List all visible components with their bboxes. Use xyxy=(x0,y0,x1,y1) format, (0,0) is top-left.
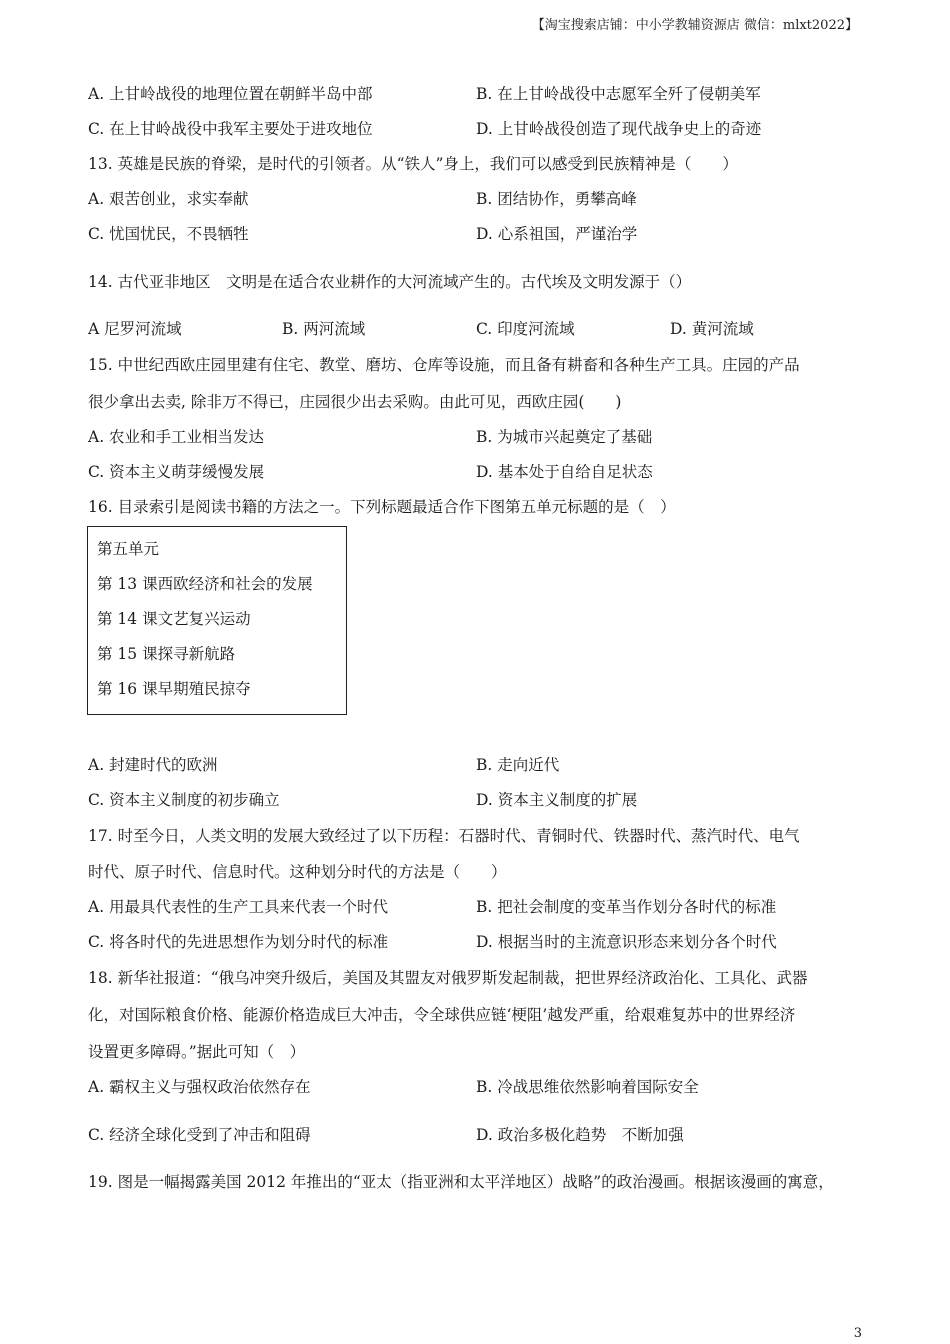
q17-stem-line-2: 时代、原子时代、信息时代。这种划分时代的方法是（ ） xyxy=(88,863,507,881)
q14-option-a: A 尼罗河流域 xyxy=(88,320,182,338)
q12-option-a: A. 上甘岭战役的地理位置在朝鲜半岛中部 xyxy=(88,85,373,103)
q13-option-b: B. 团结协作，勇攀高峰 xyxy=(476,190,637,208)
q18-stem-line-3: 设置更多障碍。”据此可知（ ） xyxy=(88,1043,306,1061)
q18-option-c: C. 经济全球化受到了冲击和阻碍 xyxy=(88,1126,311,1144)
q16-option-c: C. 资本主义制度的初步确立 xyxy=(88,791,280,809)
toc-lesson-14: 第 14 课文艺复兴运动 xyxy=(97,610,251,628)
q14-option-c: C. 印度河流域 xyxy=(476,320,575,338)
q15-option-d: D. 基本处于自给自足状态 xyxy=(476,463,653,481)
toc-unit-title: 第五单元 xyxy=(97,540,160,558)
q14-stem: 14. 古代亚非地区 文明是在适合农业耕作的大河流域产生的。古代埃及文明发源于（） xyxy=(88,273,692,291)
q12-option-b: B. 在上甘岭战役中志愿军全歼了侵朝美军 xyxy=(476,85,761,103)
q13-stem: 13. 英雄是民族的脊梁，是时代的引领者。从“铁人”身上，我们可以感受到民族精神是（ ） xyxy=(88,155,738,173)
q12-option-d: D. 上甘岭战役创造了现代战争史上的奇迹 xyxy=(476,120,762,138)
q16-option-d: D. 资本主义制度的扩展 xyxy=(476,791,638,809)
q15-stem-line-1: 15. 中世纪西欧庄园里建有住宅、教堂、磨坊、仓库等设施，而且备有耕畜和各种生产工具。庄园的产品 xyxy=(88,356,800,374)
page-number: 3 xyxy=(853,1326,862,1341)
q17-option-b: B. 把社会制度的变革当作划分各时代的标准 xyxy=(476,898,777,916)
q18-option-d: D. 政治多极化趋势 不断加强 xyxy=(476,1126,684,1144)
table-of-contents-box xyxy=(87,526,347,715)
q16-stem: 16. 目录索引是阅读书籍的方法之一。下列标题最适合作下图第五单元标题的是（ ） xyxy=(88,498,676,516)
q13-option-a: A. 艰苦创业，求实奉献 xyxy=(88,190,249,208)
toc-lesson-15: 第 15 课探寻新航路 xyxy=(97,645,236,663)
q17-option-d: D. 根据当时的主流意识形态来划分各个时代 xyxy=(476,933,777,951)
q18-stem-line-1: 18. 新华社报道：“俄乌冲突升级后，美国及其盟友对俄罗斯发起制裁，把世界经济政治化、工具化、武器 xyxy=(88,969,808,987)
q15-option-b: B. 为城市兴起奠定了基础 xyxy=(476,428,653,446)
q14-option-b: B. 两河流域 xyxy=(282,320,366,338)
q18-option-b: B. 冷战思维依然影响着国际安全 xyxy=(476,1078,699,1096)
q12-option-c: C. 在上甘岭战役中我军主要处于进攻地位 xyxy=(88,120,373,138)
q15-stem-line-2: 很少拿出去卖, 除非万不得已，庄园很少出去采购。由此可见，西欧庄园( ) xyxy=(88,393,622,411)
q19-stem: 19. 图是一幅揭露美国 2012 年推出的“亚太（指亚洲和太平洋地区）战略”的政治漫画。根据该漫画的寓意， xyxy=(88,1173,834,1191)
toc-lesson-13: 第 13 课西欧经济和社会的发展 xyxy=(97,575,313,593)
q17-option-c: C. 将各时代的先进思想作为划分时代的标准 xyxy=(88,933,389,951)
q17-option-a: A. 用最具代表性的生产工具来代表一个时代 xyxy=(88,898,389,916)
q15-option-a: A. 农业和手工业相当发达 xyxy=(88,428,265,446)
q18-stem-line-2: 化，对国际粮食价格、能源价格造成巨大冲击，令全球供应链‘梗阻’越发严重，给艰难复苏中的世界经济 xyxy=(88,1006,796,1024)
q13-option-c: C. 忧国忧民，不畏牺牲 xyxy=(88,225,249,243)
q17-stem-line-1: 17. 时至今日，人类文明的发展大致经过了以下历程：石器时代、青铜时代、铁器时代、蒸汽时代、电气 xyxy=(88,827,800,845)
q14-option-d: D. 黄河流域 xyxy=(670,320,754,338)
toc-lesson-16: 第 16 课早期殖民掠夺 xyxy=(97,680,251,698)
q16-option-a: A. 封建时代的欧洲 xyxy=(88,756,218,774)
q16-option-b: B. 走向近代 xyxy=(476,756,560,774)
q15-option-c: C. 资本主义萌芽缓慢发展 xyxy=(88,463,265,481)
q18-option-a: A. 霸权主义与强权政治依然存在 xyxy=(88,1078,311,1096)
q13-option-d: D. 心系祖国，严谨治学 xyxy=(476,225,638,243)
page-header: 【淘宝搜索店铺：中小学教辅资源店 微信：mlxt2022】 xyxy=(531,18,858,33)
